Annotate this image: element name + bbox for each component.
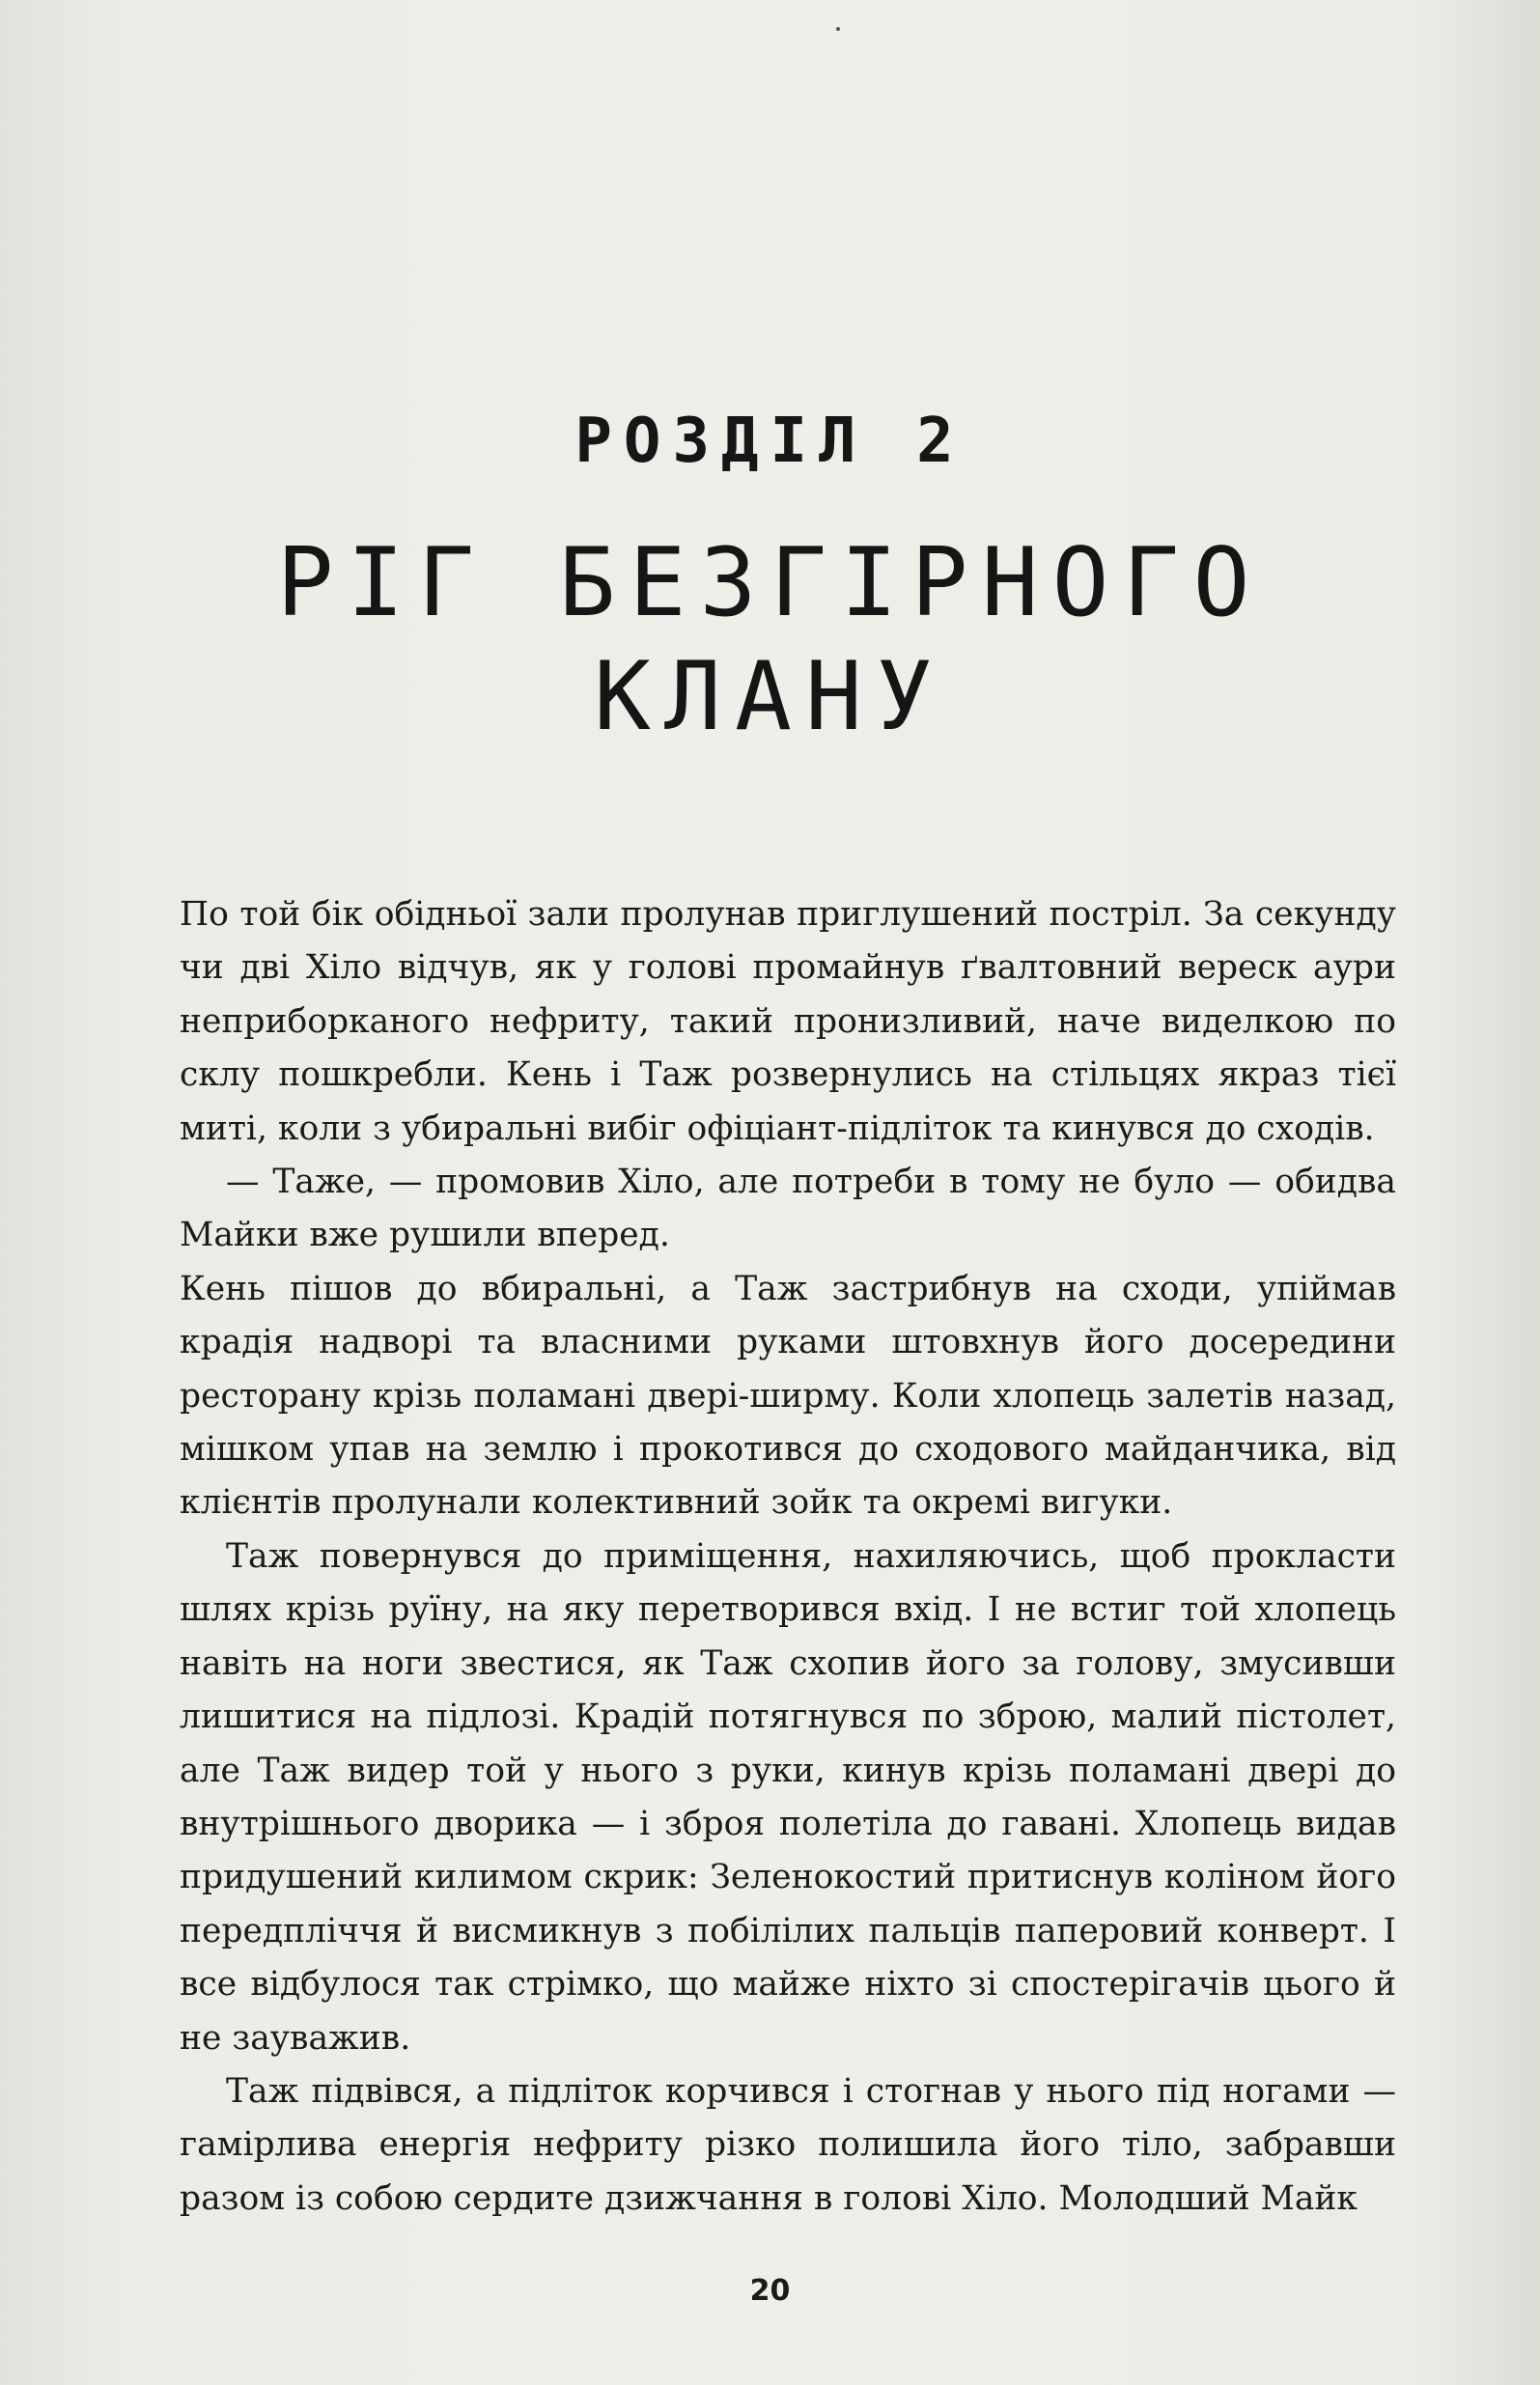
paper-speck — [836, 27, 840, 31]
body-text — [180, 888, 1396, 2226]
chapter-label: РОЗДІЛ 2 — [574, 406, 966, 477]
chapter-title-line-2: КЛАНУ — [593, 642, 946, 752]
chapter-title — [0, 526, 1540, 754]
paragraph: Таж повернувся до приміщення, нахиляючись, щоб прокласти шлях крізь руїну, на яку перетворився вхід. І не встиг той хлопець навіть на ноги звестися, як Таж схопив його за голову, змусивши лишитися на підлозі. Крадій потягнувся по зброю, малий пістолет, але Таж видер той у нього з руки, кинув крізь поламані двері до внутрішнього дворика — і зброя полетіла до гавані. Хлопець видав придушений килимом скрик: Зеленокостий притиснув коліном його передпліччя й висмикнув з побілілих пальців паперовий конверт. І все відбулося так стрімко, що майже ніхто зі спостерігачів цього й не зауважив. — [180, 1536, 1396, 2058]
page-number: 20 — [749, 2274, 791, 2308]
paragraph: Кень пішов до вбиральні, а Таж застрибнув на сходи, упіймав крадія надворі та власними руками штовхнув його досередини ресторану крізь поламані двері-ширму. Коли хлопець залетів назад, мішком упав на землю і прокотився до сходового майданчика, від клієнтів пролунали колективний зойк та окремі вигуки. — [180, 1269, 1396, 1523]
paragraph: Таж підвівся, а підліток корчився і стогнав у нього під ногами — гамірлива енергія нефриту різко полишила його тіло, забравши разом із собою сердите дзижчання в голові Хіло. Молодший Майк — [180, 2071, 1396, 2218]
chapter-title-line-1: РІГ БЕЗГІРНОГО — [276, 528, 1264, 638]
paragraph: — Таже, — промовив Хіло, але потреби в тому не було — обидва Майки вже рушили вперед. — [180, 1163, 1396, 1255]
paragraph: По той бік обідньої зали пролунав приглушений постріл. За секунду чи дві Хіло відчув, як у голові промайнув ґвалтовний вереск аури неприборканого нефриту, такий пронизливий, наче виделкою по склу пошкребли. Кень і Таж розвернулись на стільцях якраз тієї миті, коли з убиральні вибіг офіціант-підліток та кинувся до сходів. — [180, 895, 1396, 1148]
